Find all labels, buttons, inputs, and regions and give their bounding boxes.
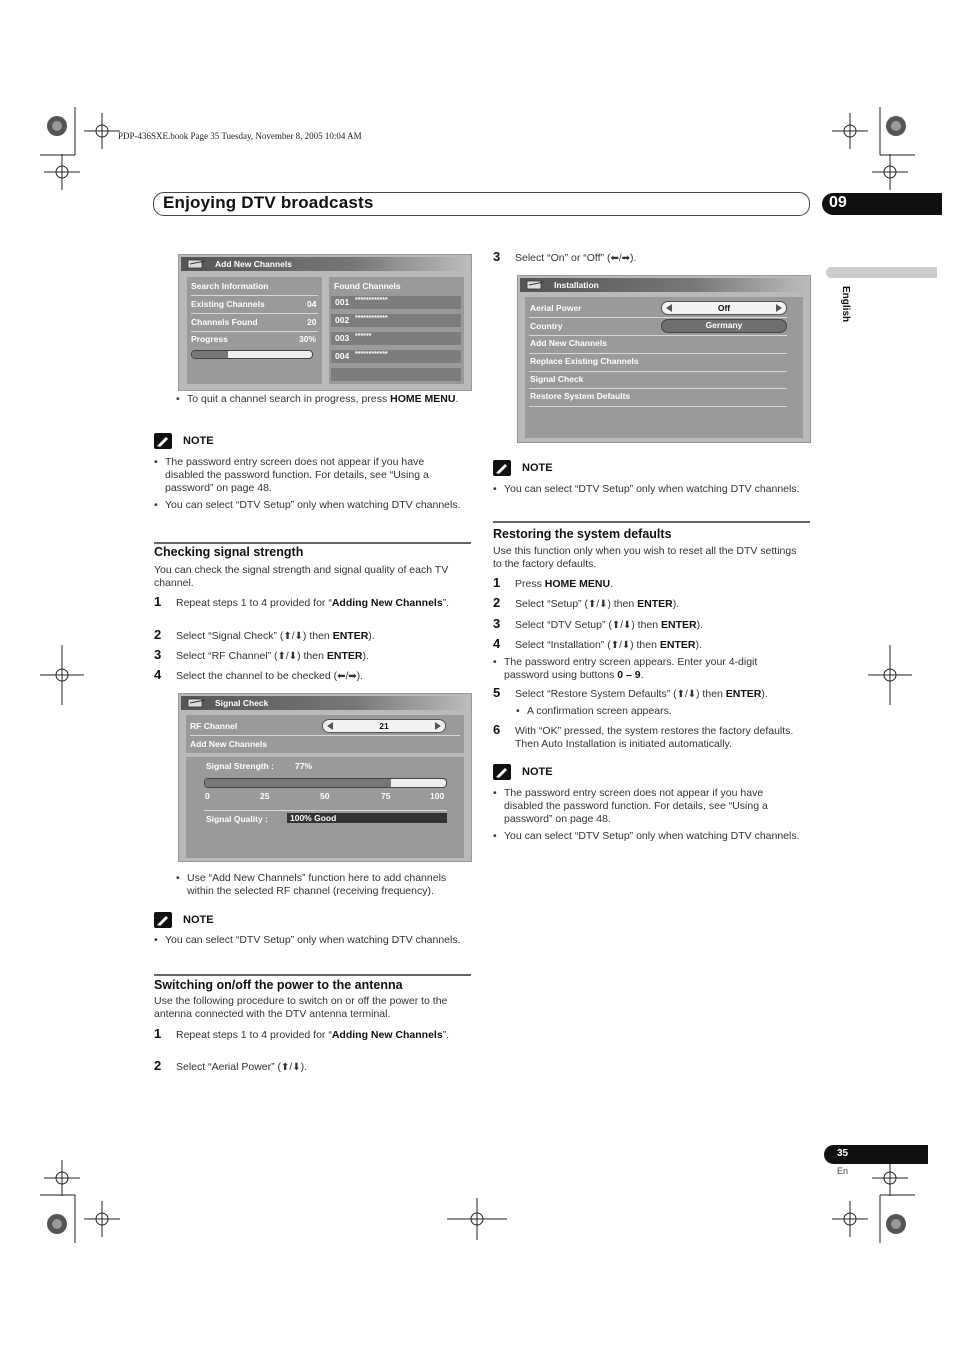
up-down-arrow-icon: ⬆/⬇) <box>610 640 634 651</box>
divider <box>529 370 787 372</box>
add-new-channels-option[interactable]: Add New Channels <box>190 739 267 749</box>
signal-check-screen <box>178 693 472 862</box>
language-label: English <box>840 286 851 323</box>
screen-title: Signal Check <box>215 698 269 708</box>
rf-channel-selector[interactable] <box>322 719 446 733</box>
divider <box>529 334 787 336</box>
signal-quality-label: Signal Quality : <box>206 814 268 824</box>
channel-row <box>331 296 461 309</box>
signal-quality-value: 100% Good <box>290 813 337 823</box>
channel-number: 004 <box>335 351 350 361</box>
up-down-arrow-icon: ⬆/⬇) <box>611 620 635 631</box>
search-information-panel <box>187 277 322 384</box>
channel-row <box>331 332 461 345</box>
divider <box>191 330 318 332</box>
signal-meter-panel <box>186 757 464 858</box>
section-intro: Use the following procedure to switch on or off the power to the antenna connected with the DTV antenna terminal. <box>154 995 448 1020</box>
chapter-number: 09 <box>829 194 847 211</box>
channel-number: 002 <box>335 315 350 325</box>
up-down-arrow-icon: ⬆/⬇ <box>283 631 303 642</box>
country-value[interactable]: Germany <box>661 319 787 333</box>
left-right-arrow-icon: ⬅/➡ <box>610 253 631 264</box>
search-info-heading: Search Information <box>191 281 269 291</box>
divider <box>191 294 318 296</box>
screen-title: Add New Channels <box>215 259 292 269</box>
channels-found-label: Channels Found <box>191 317 258 327</box>
signal-strength-bar <box>204 778 447 788</box>
signal-strength-fill <box>205 779 391 787</box>
left-arrow-icon <box>327 722 333 730</box>
installation-menu-panel <box>525 297 803 438</box>
page-title: Enjoying DTV broadcasts <box>163 193 374 212</box>
channel-row <box>331 314 461 327</box>
screen-title-bar <box>181 257 469 271</box>
scale-tick: 50 <box>320 791 330 801</box>
screen-title-bar <box>181 696 469 710</box>
add-new-channels-screen <box>178 254 472 391</box>
divider <box>204 809 447 811</box>
note-heading: NOTE <box>522 462 553 474</box>
progress-label: Progress <box>191 334 228 344</box>
signal-strength-label: Signal Strength : <box>206 761 274 771</box>
up-down-arrow-icon: ⬆/⬇ <box>281 1062 301 1073</box>
divider <box>529 316 787 318</box>
channel-row <box>331 350 461 363</box>
section-heading-restore: Restoring the system defaults <box>493 527 672 541</box>
print-info: PDP-436SXE.book Page 35 Tuesday, November 8, 2005 10:04 AM <box>118 131 362 141</box>
section-heading-signal: Checking signal strength <box>154 545 304 559</box>
up-down-arrow-icon: ⬆/⬇) <box>587 599 611 610</box>
signal-quality-bar <box>287 813 447 823</box>
divider <box>191 312 318 314</box>
channel-name: ************ <box>355 315 388 322</box>
menu-item-country[interactable]: Country <box>530 321 563 331</box>
signal-strength-value: 77% <box>295 761 313 771</box>
progress-value: 30% <box>299 334 317 344</box>
section-intro: You can check the signal strength and signal quality of each TV channel. <box>154 564 449 589</box>
note-icon <box>493 764 511 780</box>
channel-name: ************ <box>355 351 388 358</box>
existing-channels-label: Existing Channels <box>191 299 265 309</box>
right-arrow-icon <box>435 722 441 730</box>
language-tab <box>826 267 937 278</box>
section-rule <box>493 521 810 523</box>
menu-item-restore-defaults[interactable]: Restore System Defaults <box>530 391 631 401</box>
aerial-power-value: Off <box>717 303 731 313</box>
scale-tick: 25 <box>260 791 270 801</box>
left-right-arrow-icon: ⬅/➡ <box>337 671 357 682</box>
right-arrow-icon <box>776 304 782 312</box>
channels-found-value: 20 <box>307 317 317 327</box>
up-down-arrow-icon: ⬆/⬇ <box>277 651 298 662</box>
progress-bar <box>191 350 313 359</box>
channel-number: 001 <box>335 297 350 307</box>
page-number: 35 <box>837 1148 849 1159</box>
rf-channel-value: 21 <box>379 721 389 731</box>
aerial-power-selector[interactable] <box>661 301 787 315</box>
page-language: En <box>837 1166 849 1176</box>
progress-fill <box>192 351 228 358</box>
scale-tick: 100 <box>430 791 445 801</box>
note-heading: NOTE <box>522 766 553 778</box>
signal-options-panel <box>186 715 464 753</box>
note-icon <box>154 912 172 928</box>
menu-item-add-new-channels[interactable]: Add New Channels <box>530 338 607 348</box>
menu-item-replace-existing[interactable]: Replace Existing Channels <box>530 356 639 366</box>
up-down-arrow-icon: ⬆/⬇) <box>676 689 700 700</box>
left-arrow-icon <box>666 304 672 312</box>
note-icon <box>154 433 172 449</box>
scale-tick: 75 <box>381 791 391 801</box>
note-heading: NOTE <box>183 435 214 447</box>
note-heading: NOTE <box>183 914 214 926</box>
menu-icon <box>526 279 546 293</box>
note-icon <box>493 460 511 476</box>
channel-name: ************ <box>355 297 388 304</box>
rf-channel-label: RF Channel <box>190 721 238 731</box>
menu-item-aerial-power[interactable]: Aerial Power <box>530 303 582 313</box>
installation-screen <box>517 275 811 443</box>
divider <box>529 387 787 389</box>
divider <box>529 405 787 407</box>
section-rule <box>154 974 471 976</box>
divider <box>190 734 460 736</box>
channel-row-empty <box>331 368 461 381</box>
divider <box>529 352 787 354</box>
section-rule <box>154 542 471 544</box>
menu-item-signal-check[interactable]: Signal Check <box>530 374 584 384</box>
section-intro: Use this function only when you wish to reset all the DTV settings to the factory defaults. <box>493 545 797 570</box>
existing-channels-value: 04 <box>307 299 317 309</box>
screen-title: Installation <box>554 280 599 290</box>
screen-title-bar <box>520 278 808 292</box>
channel-number: 003 <box>335 333 350 343</box>
found-channels-heading: Found Channels <box>334 281 401 291</box>
section-heading-antenna: Switching on/off the power to the antenna <box>154 978 403 992</box>
menu-icon <box>187 258 207 272</box>
channel-name: ****** <box>355 333 372 340</box>
found-channels-panel <box>329 277 464 384</box>
menu-icon <box>187 697 207 711</box>
scale-tick: 0 <box>205 791 210 801</box>
